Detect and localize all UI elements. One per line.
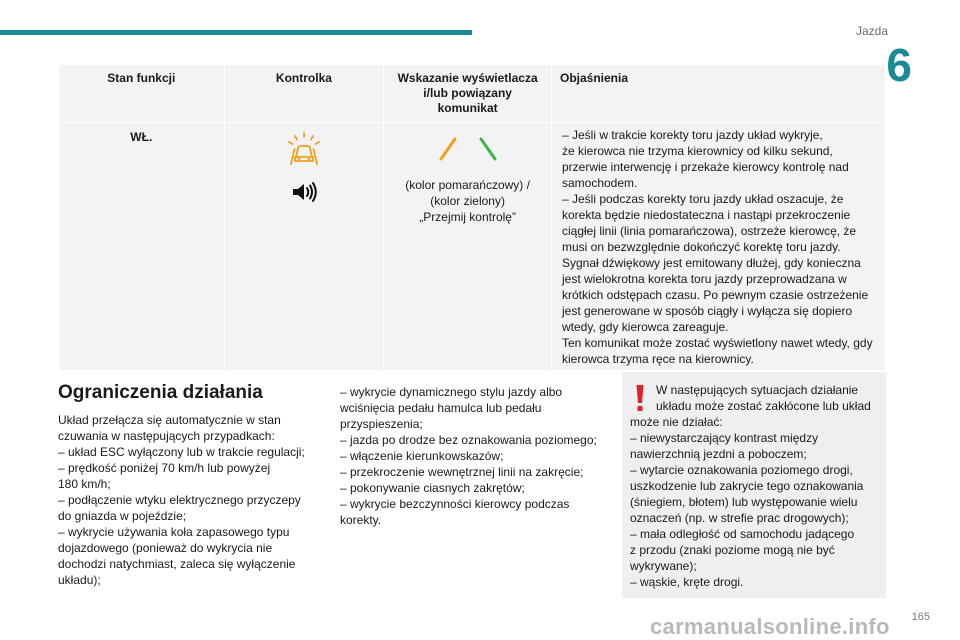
display-text-line: „Przejmij kontrolę” [419, 210, 516, 224]
display-text-line: (kolor pomarańczowy) / [405, 178, 530, 192]
warning-line: (śniegiem, błotem) lub występowanie wielu [630, 495, 858, 509]
explanation-line: musi on bezwzględnie dokończyć korektę toru jazdy. [561, 240, 841, 254]
table-row [59, 123, 886, 371]
explanation-line: wtedy, gdy kierowca zareaguje. [561, 320, 729, 334]
text-line: – wykrycie bezczynności kierowcy podczas [340, 497, 570, 511]
table-header-row [59, 65, 886, 123]
text-line: – włączenie kierunkowskazów; [340, 449, 504, 463]
warning-line: z przodu (znaki poziome mogą nie być [630, 543, 835, 557]
warning-line: – wąskie, kręte drogi. [630, 575, 744, 589]
warning-line: uszkodzenie lub zakrycie tego oznakowania [630, 479, 864, 493]
text-line: – wykrycie dynamicznego stylu jazdy albo [340, 385, 563, 399]
explanation-line: że kierowca nie trzyma kierownicy od kilku sekund, [561, 144, 833, 158]
section-name: Jazda [855, 24, 888, 38]
explanation-line: Ten komunikat może zostać wyświetlony nawet wtedy, gdy [561, 336, 873, 350]
text-line: Układ przełącza się automatycznie w stan [58, 413, 281, 427]
header-line: Wskazanie wyświetlacza [397, 71, 538, 85]
warning-line: W następujących sytuacjach działanie [656, 383, 859, 397]
text-line: – prędkość poniżej 70 km/h lub powyżej [58, 461, 271, 475]
explanation-line: – Jeśli podczas korekty toru jazdy układ oszacuje, że [561, 192, 844, 206]
section-heading: Ograniczenia działania [58, 382, 263, 403]
table-header-cell: Objaśnienia [551, 65, 885, 123]
lane-keeping-warning-icon [286, 131, 322, 167]
text-line: czuwania w następujących przypadkach: [58, 429, 275, 443]
warning-line: – wytarcie oznakowania poziomego drogi, [630, 463, 853, 477]
warning-line: oznaczeń (np. w strefie prac drogowych); [630, 511, 849, 525]
display-cell [384, 123, 552, 371]
explanation-line: krótkich odstępach czasu. Po pewnym czasie ostrzeżenie [561, 288, 869, 302]
text-line: – wykrycie używania koła zapasowego typu [58, 525, 290, 539]
warning-line: – niewystarczający kontrast między [630, 431, 819, 445]
explanation-line: kierowca trzyma ręce na kierownicy. [561, 352, 754, 366]
warning-line: wykrywane); [630, 559, 697, 573]
explanation-line: jest wielokrotna korekta toru jazdy przeprowadzana w [561, 272, 847, 286]
explanation-line: jest generowane w sposób ciągły i wyłącza się dopiero [561, 304, 853, 318]
text-line: wciśnięcia pedału hamulca lub pedału [340, 401, 542, 415]
limitations-column-left [58, 382, 328, 588]
lane-line-indicators [384, 135, 551, 163]
limitations-column-middle [340, 384, 608, 528]
page-number: 165 [911, 611, 930, 623]
display-text-line: (kolor zielony) [430, 194, 505, 208]
explanation-line: korekta będzie niedostateczna i nastąpi przekroczenie [561, 208, 851, 222]
exclamation-icon [634, 384, 646, 412]
text-line: dojazdowego (ponieważ do wykrycia nie [58, 541, 273, 555]
warning-line: może nie działać: [630, 415, 723, 429]
indicator-cell [224, 123, 384, 371]
chapter-number: 6 [886, 39, 912, 91]
state-value: WŁ. [130, 130, 153, 144]
text-line: – jazda po drodze bez oznakowania poziomego; [340, 433, 597, 447]
function-status-table [58, 64, 886, 371]
text-line: korekty. [340, 513, 382, 527]
explanation-cell [551, 123, 885, 371]
warning-box [622, 372, 886, 598]
text-line: dochodzi natychmiast, zaleca się wyłączenie [58, 557, 296, 571]
table-header-cell: Stan funkcji [59, 65, 225, 123]
explanation-line: samochodem. [561, 176, 638, 190]
warning-line: nawierzchnią jezdni a poboczem; [630, 447, 807, 461]
table-header-cell [384, 65, 552, 123]
header-accent-bar [0, 30, 472, 35]
explanation-line: – Jeśli w trakcie korekty toru jazdy układ wykryje, [561, 128, 823, 142]
header-line: komunikat [437, 101, 498, 115]
text-line: – układ ESC wyłączony lub w trakcie regulacji; [58, 445, 305, 459]
green-lane-line-icon [477, 135, 499, 163]
table-header-cell: Kontrolka [224, 65, 384, 123]
text-line: – pokonywanie ciasnych zakrętów; [340, 481, 525, 495]
watermark: carmanualsonline.info [650, 614, 890, 639]
orange-lane-line-icon [437, 135, 459, 163]
text-line: przyspieszenia; [340, 417, 423, 431]
explanation-line: ciągłej linii (linia pomarańczowa), ostrzeże kierowcę, że [561, 224, 857, 238]
speaker-icon [290, 181, 318, 203]
header-line: i/lub powiązany [423, 86, 512, 100]
warning-line: – mała odległość od samochodu jadącego [630, 527, 855, 541]
state-cell [59, 123, 225, 371]
warning-line: układu może zostać zakłócone lub układ [656, 399, 871, 413]
explanation-line: przerwie interwencję i przekaże kierowcy kontrolę nad [561, 160, 849, 174]
text-line: 180 km/h; [58, 477, 111, 491]
text-line: – podłączenie wtyku elektrycznego przyczepy [58, 493, 301, 507]
explanation-line: Sygnał dźwiękowy jest emitowany dłużej, gdy konieczna [561, 256, 861, 270]
text-line: do gniazda w pojeździe; [58, 509, 187, 523]
text-line: – przekroczenie wewnętrznej linii na zakręcie; [340, 465, 584, 479]
text-line: układu); [58, 573, 101, 587]
